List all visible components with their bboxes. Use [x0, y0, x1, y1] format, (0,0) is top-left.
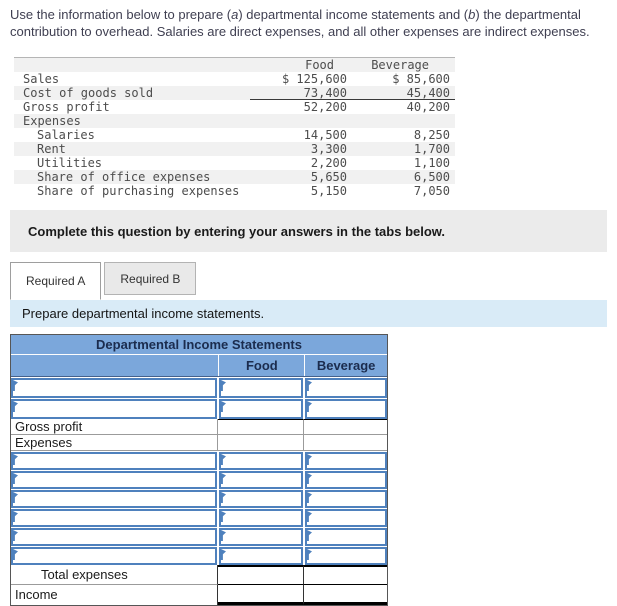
beverage-value: 1,100 [413, 156, 450, 170]
food-value: 73,400 [250, 86, 350, 100]
beverage-value: 1,700 [413, 142, 450, 156]
table-row [14, 100, 455, 114]
beverage-value [350, 114, 455, 128]
table-row [14, 184, 455, 198]
food-cell [218, 585, 304, 605]
answer-beverage-input[interactable] [305, 547, 387, 565]
answer-input-row [11, 451, 387, 470]
source-data-table [14, 57, 455, 198]
gross-profit-row [11, 419, 387, 435]
answer-header-beverage: Beverage [304, 355, 387, 376]
total-expenses-row [11, 565, 387, 585]
answer-input-row [11, 398, 387, 419]
answer-label-input[interactable] [11, 528, 217, 546]
source-header-row [14, 58, 455, 72]
answer-label-input[interactable] [11, 378, 217, 398]
row-label: Share of office expenses [37, 170, 211, 184]
source-header-blank [14, 58, 250, 72]
row-label: Expenses [11, 435, 218, 450]
answer-table-header-row [11, 355, 387, 377]
row-label: Rent [37, 142, 66, 156]
answer-food-input[interactable] [219, 509, 303, 527]
input-marker-icon [221, 401, 226, 412]
input-marker-icon [221, 530, 226, 541]
food-value: 2,200 [310, 156, 347, 170]
input-marker-icon [307, 530, 312, 541]
input-marker-icon [221, 492, 226, 503]
answer-input-row [11, 527, 387, 546]
answer-input-row [11, 546, 387, 565]
food-value: 52,200 [303, 100, 347, 114]
beverage-cell [304, 585, 387, 605]
table-row [14, 156, 455, 170]
answer-food-input[interactable] [219, 399, 303, 419]
banner-text: Complete this question by entering your answers in the tabs below. [28, 223, 446, 239]
table-row [14, 72, 455, 86]
answer-header-blank [11, 355, 218, 376]
instruction-bar [10, 300, 607, 327]
row-label: Gross profit [11, 419, 218, 434]
food-value: 14,500 [303, 128, 347, 142]
beverage-cell [304, 419, 387, 434]
input-marker-icon [13, 401, 18, 412]
input-marker-icon [307, 492, 312, 503]
beverage-value: 8,250 [413, 128, 450, 142]
intro-part3: ) the departmental contribution to overhead. Salaries are direct expenses, and all other expenses are indirect expenses. [10, 7, 590, 39]
answer-beverage-input[interactable] [305, 471, 387, 489]
tab-label: Required A [26, 274, 86, 288]
beverage-value: 40,200 [406, 100, 450, 114]
answer-table [10, 334, 388, 606]
input-marker-icon [13, 473, 18, 484]
answer-input-row [11, 508, 387, 527]
answer-input-row [11, 377, 387, 398]
input-marker-icon [13, 454, 18, 465]
food-value: 5,650 [310, 170, 347, 184]
row-label: Cost of goods sold [23, 86, 154, 100]
input-marker-icon [221, 511, 226, 522]
table-row [14, 114, 455, 128]
beverage-value: 7,050 [413, 184, 450, 198]
table-row [14, 142, 455, 156]
answer-food-input[interactable] [219, 471, 303, 489]
source-header-food: Food [305, 58, 334, 72]
input-marker-icon [13, 380, 18, 391]
food-cell [218, 435, 304, 450]
input-marker-icon [13, 530, 18, 541]
answer-label-input[interactable] [11, 452, 217, 470]
intro-part1: Use the information below to prepare ( [10, 7, 232, 22]
beverage-value: 6,500 [413, 170, 450, 184]
input-marker-icon [307, 401, 312, 412]
table-row [14, 128, 455, 142]
beverage-cell [304, 565, 387, 585]
answer-input-row [11, 489, 387, 508]
intro-part2: ) departmental income statements and ( [238, 7, 469, 22]
answer-food-input[interactable] [219, 547, 303, 565]
row-label: Salaries [37, 128, 95, 142]
question-intro-text [10, 6, 612, 40]
answer-label-input[interactable] [11, 490, 217, 508]
answer-food-input[interactable] [219, 452, 303, 470]
food-value: $ 125,600 [281, 72, 347, 86]
answer-input-row [11, 470, 387, 489]
input-marker-icon [221, 549, 226, 560]
beverage-value: 45,400 [350, 86, 455, 100]
answer-beverage-input[interactable] [305, 528, 387, 546]
food-cell [218, 565, 304, 585]
row-label: Expenses [23, 114, 81, 128]
answer-header-food: Food [218, 355, 304, 376]
row-label: Gross profit [23, 100, 110, 114]
source-header-beverage: Beverage [371, 58, 429, 72]
expenses-row [11, 435, 387, 451]
row-label: Income [11, 585, 218, 605]
tab-required-a[interactable] [10, 262, 101, 300]
answer-beverage-input[interactable] [305, 452, 387, 470]
answer-beverage-input[interactable] [305, 490, 387, 508]
food-value: 3,300 [310, 142, 347, 156]
answer-food-input[interactable] [219, 378, 303, 398]
food-cell [218, 419, 304, 434]
beverage-cell [304, 435, 387, 450]
input-marker-icon [307, 549, 312, 560]
table-row [14, 170, 455, 184]
table-row [14, 86, 455, 100]
food-value: 5,150 [310, 184, 347, 198]
answer-label-input[interactable] [11, 547, 217, 565]
beverage-value: $ 85,600 [392, 72, 450, 86]
answer-label-input[interactable] [11, 471, 217, 489]
intro-italic-b: b [468, 7, 476, 22]
input-marker-icon [221, 473, 226, 484]
answer-food-input[interactable] [219, 528, 303, 546]
answer-table-title: Departmental Income Statements [11, 335, 387, 355]
tab-label: Required B [120, 271, 181, 286]
answer-beverage-input[interactable] [305, 378, 387, 398]
answer-beverage-input[interactable] [305, 509, 387, 527]
row-label: Total expenses [11, 565, 218, 585]
input-marker-icon [13, 492, 18, 503]
answer-label-input[interactable] [11, 509, 217, 527]
input-marker-icon [307, 511, 312, 522]
row-label: Sales [23, 72, 60, 86]
row-label: Utilities [37, 156, 103, 170]
answer-label-input[interactable] [11, 399, 217, 419]
required-tabs [10, 262, 196, 300]
input-marker-icon [307, 380, 312, 391]
food-value [250, 114, 350, 128]
tab-required-b[interactable] [104, 262, 196, 295]
complete-question-banner [10, 210, 607, 252]
income-row [11, 585, 387, 605]
input-marker-icon [221, 454, 226, 465]
answer-beverage-input[interactable] [305, 399, 387, 419]
input-marker-icon [13, 511, 18, 522]
intro-italic-a: a [231, 7, 239, 22]
input-marker-icon [13, 549, 18, 560]
input-marker-icon [307, 473, 312, 484]
instruction-text: Prepare departmental income statements. [22, 306, 265, 321]
answer-food-input[interactable] [219, 490, 303, 508]
row-label: Share of purchasing expenses [37, 184, 240, 198]
input-marker-icon [221, 380, 226, 391]
input-marker-icon [307, 454, 312, 465]
